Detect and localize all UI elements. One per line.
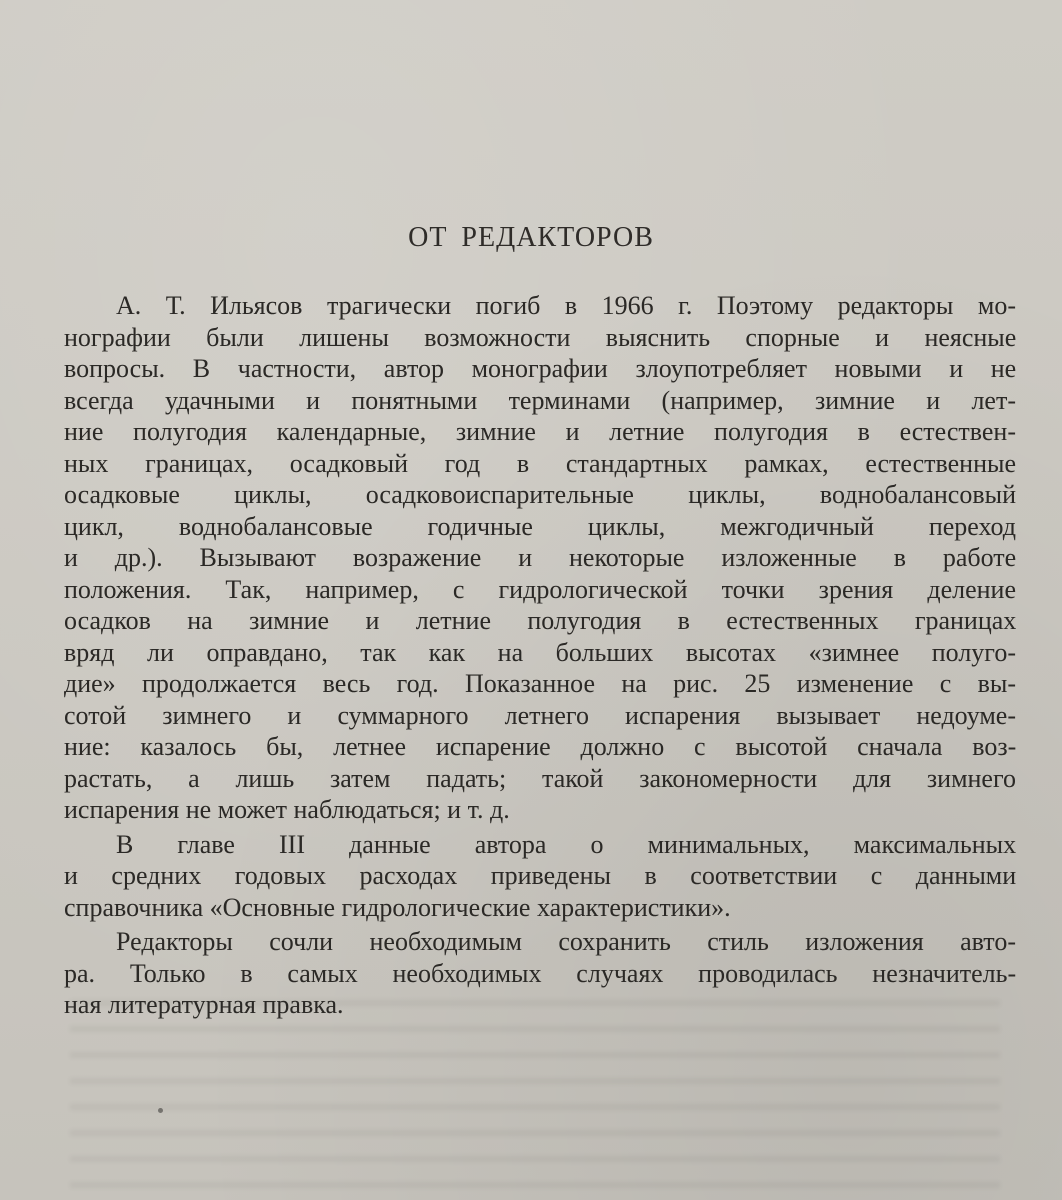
text-line: вопросы. В частности, автор монографии злоупотребляет новыми и не <box>64 354 1017 383</box>
text-line: нографии были лишены возможности выяснить спорные и неясные <box>64 322 1017 352</box>
text-line: и др.). Вызывают возражение и некоторые изложенные в работе <box>64 543 1017 572</box>
text-line: справочника «Основные гидрологические характеристики». <box>64 892 731 922</box>
text-line: ра. Только в самых необходимых случаях проводилась незначитель- <box>64 958 1017 988</box>
text-line: ных границах, осадковый год в стандартных рамках, естественные <box>64 448 1016 478</box>
text-line: всегда удачными и понятными терминами (например, зимние и лет- <box>64 385 1016 415</box>
text-line: растать, а лишь затем падать; такой закономерности для зимнего <box>64 763 1016 793</box>
text-line: испарения не может наблюдаться; и т. д. <box>64 795 510 824</box>
paragraph-1 <box>64 290 1016 826</box>
text-line: дие» продолжается весь год. Показанное на рис. 25 изменение с вы- <box>64 669 1016 698</box>
text-line: осадковые циклы, осадковоиспарительные циклы, воднобалансовый <box>64 480 1016 509</box>
text-line: сотой зимнего и суммарного летнего испарения вызывает недоуме- <box>64 700 1016 730</box>
text-line: вряд ли оправдано, так как на больших высотах «зимнее полуго- <box>64 637 1016 667</box>
show-through-text <box>70 1000 1000 1200</box>
paper-speck <box>158 1108 163 1113</box>
text-line: В главе III данные автора о минимальных, максимальных <box>116 829 1017 859</box>
text-line: А. Т. Ильясов трагически погиб в 1966 г. Поэтому редакторы мо- <box>116 291 1016 320</box>
editors-note-body <box>64 290 1016 1021</box>
section-heading: ОТ РЕДАКТОРОВ <box>408 222 654 253</box>
text-line: Редакторы сочли необходимым сохранить стиль изложения авто- <box>116 927 1016 956</box>
text-line: и средних годовых расходах приведены в соответствии с данными <box>64 861 1017 890</box>
text-line: осадков на зимние и летние полугодия в естественных границах <box>64 606 1017 635</box>
paragraph-2 <box>64 829 1016 924</box>
text-line: цикл, воднобалансовые годичные циклы, межгодичный переход <box>64 511 1016 541</box>
text-line: ние полугодия календарные, зимние и летние полугодия в естествен- <box>64 417 1016 446</box>
text-line: ние: казалось бы, летнее испарение должно с высотой сначала воз- <box>64 732 1017 761</box>
text-line: положения. Так, например, с гидрологической точки зрения деление <box>64 574 1016 604</box>
text-line: ная литературная правка. <box>64 990 344 1019</box>
